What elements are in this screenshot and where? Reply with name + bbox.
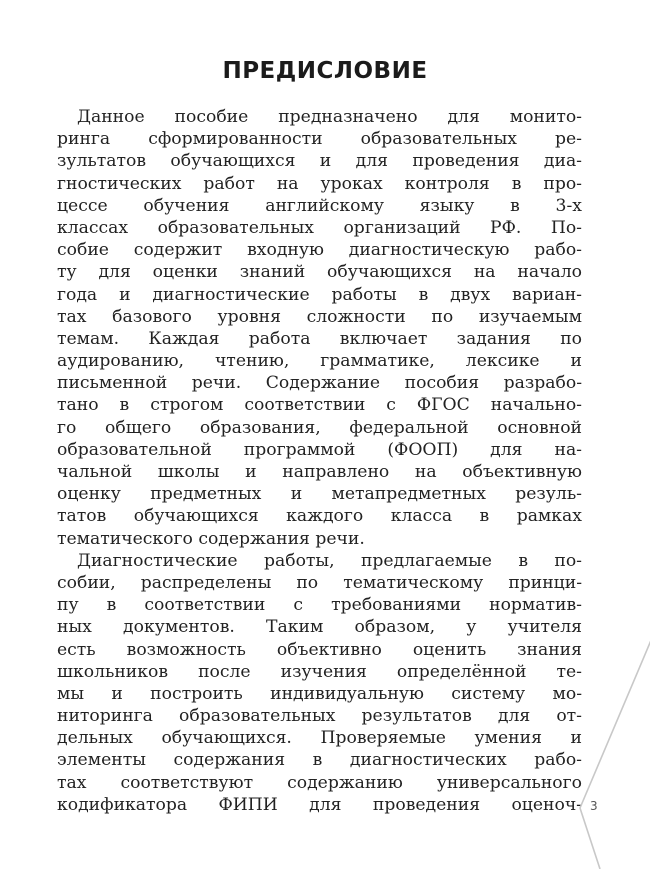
text-line: образовательной программой (ФООП) для на- xyxy=(57,439,582,460)
text-line: тано в строгом соответствии с ФГОС начально- xyxy=(57,395,582,416)
text-line: оценку предметных и метапредметных резуль- xyxy=(57,484,582,505)
paragraph-2 xyxy=(57,550,582,816)
text-line: темам. Каждая работа включает задания по xyxy=(57,328,582,349)
text-line: аудированию, чтению, грамматике, лексике и xyxy=(57,351,582,372)
text-line: зультатов обучающихся и для проведения диа- xyxy=(57,151,582,172)
text-line: Диагностические работы, предлагаемые в по- xyxy=(77,550,582,571)
text-line: мы и построить индивидуальную систему мо- xyxy=(57,683,582,704)
text-line: ных документов. Таким образом, у учителя xyxy=(57,617,582,638)
text-line: собии, распределены по тематическому принци- xyxy=(57,572,582,593)
text-line: года и диагностические работы в двух вариан- xyxy=(57,284,582,305)
text-line: есть возможность объективно оценить знания xyxy=(57,639,582,660)
text-line: классах образовательных организаций РФ. По- xyxy=(57,217,582,238)
text-line: тах базового уровня сложности по изучаемым xyxy=(57,306,582,327)
text-line: собие содержит входную диагностическую рабо- xyxy=(57,240,582,261)
text-line: кодификатора ФИПИ для проведения оценоч- xyxy=(57,794,582,815)
page-number: 3 xyxy=(590,799,598,813)
text-line: чальной школы и направлено на объективную xyxy=(57,462,582,482)
page-title: ПРЕДИСЛОВИЕ xyxy=(222,58,428,84)
text-line: тах соответствуют содержанию универсального xyxy=(57,772,582,793)
text-line: дельных обучающихся. Проверяемые умения и xyxy=(57,728,582,749)
text-line: ниторинга образовательных результатов для от- xyxy=(57,706,582,727)
text-line: письменной речи. Содержание пособия разрабо- xyxy=(57,373,582,394)
text-line: татов обучающихся каждого класса в рамках xyxy=(57,506,582,527)
text-line: ту для оценки знаний обучающихся на начало xyxy=(57,262,582,283)
text-line: цессе обучения английскому языку в 3-х xyxy=(57,195,582,216)
text-line: ринга сформированности образовательных ре- xyxy=(57,129,582,150)
text-line: школьников после изучения определённой те- xyxy=(57,661,582,682)
text-line: тематического содержания речи. xyxy=(57,528,365,549)
text-line: пу в соответствии с требованиями норматив- xyxy=(57,595,582,616)
text-line: элементы содержания в диагностических рабо- xyxy=(57,750,582,771)
text-line: Данное пособие предназначено для монито- xyxy=(77,107,582,127)
paragraph-1 xyxy=(57,106,582,550)
text-line: гностических работ на уроках контроля в про- xyxy=(57,173,582,194)
preface-body xyxy=(57,106,582,816)
text-line: го общего образования, федеральной основной xyxy=(57,417,582,438)
